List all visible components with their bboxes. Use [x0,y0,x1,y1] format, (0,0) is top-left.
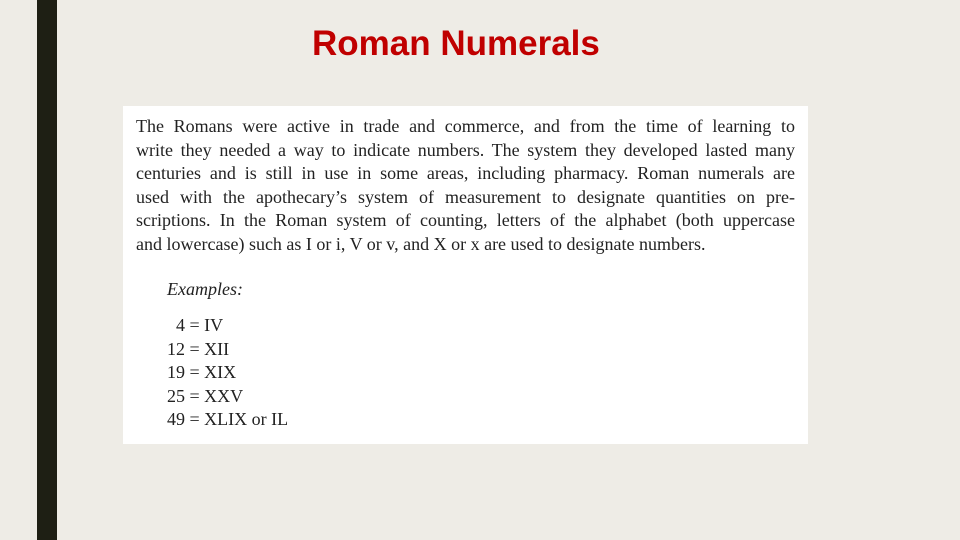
examples-list [167,314,288,432]
text-image-card [123,106,808,444]
paragraph-line: and lowercase) such as I or i, V or v, and X or x are used to designate numbers. [136,233,706,254]
paragraph-line: The Romans were active in trade and commerce, and from the time of learning to [136,116,795,136]
paragraph-line: used with the apothecary’s system of measurement to designate quantities on pre- [136,186,795,207]
example-item: 25 = XXV [167,385,244,406]
paragraph-line: scriptions. In the Roman system of counting, letters of the alphabet (both uppercase [136,210,795,231]
paragraph-line: write they needed a way to indicate numbers. The system they developed lasted many [136,139,795,160]
example-item: 4 = IV [176,315,224,335]
slide-title: Roman Numerals [312,24,600,63]
paragraph [136,115,795,257]
examples-label: Examples: [167,279,243,299]
example-item: 49 = XLIX or IL [167,409,289,430]
paragraph-line: centuries and is still in use in some areas, including pharmacy. Roman numerals are [136,163,795,184]
example-item: 12 = XII [167,338,230,359]
example-item: 19 = XIX [167,362,237,383]
accent-bar [37,0,57,540]
